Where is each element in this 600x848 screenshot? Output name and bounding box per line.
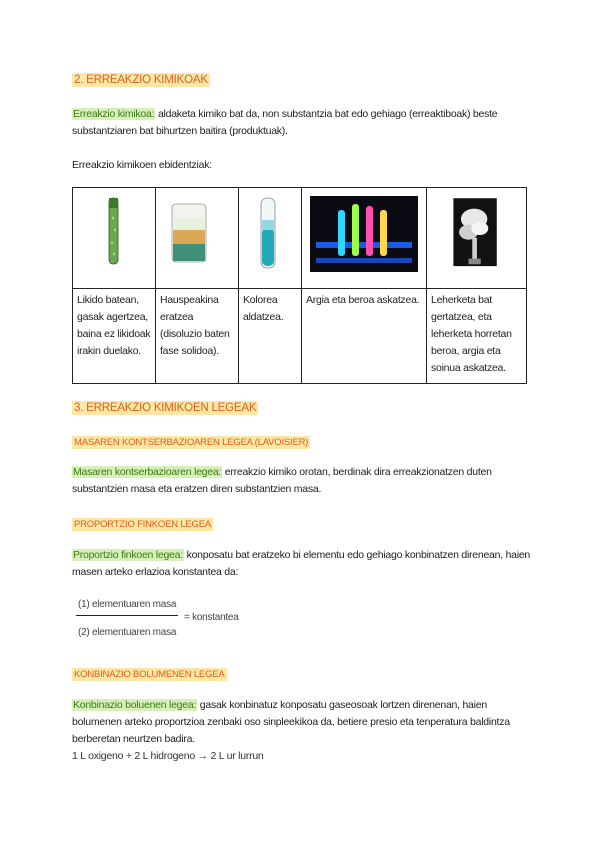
section-heading-text: 2. ERREAKZIO KIMIKOAK	[74, 74, 208, 86]
law-title-text: KONBINAZIO BOLUMENEN LEGEA	[74, 669, 225, 680]
section-heading-text: 3. ERREAKZIO KIMIKOEN LEGEAK	[74, 402, 257, 414]
law-title-konbinazio-bolumenen	[72, 666, 227, 683]
green-bubbling-tube-icon	[73, 188, 155, 282]
definition-text: aldaketa kimiko bat da, non substantzia bat edo gehiago (erreaktiboak) beste substantziaren bat bihurtzen baitira (produktuak).	[72, 108, 498, 137]
definition-term: Erreakzio kimikoa:	[73, 108, 155, 120]
fraction-numerator: (1) elementuaren masa	[78, 599, 177, 610]
fraction-formula	[74, 596, 254, 642]
evidence-table	[72, 187, 527, 384]
law-title-text: PROPORTZIO FINKOEN LEGEA	[74, 519, 212, 530]
evidence-image-cell-3	[239, 188, 302, 289]
law2-text: konposatu bat eratzeko bi elementu edo gehiago konbinatzen direnean, haien masen arteko erlazioa konstantea da:	[72, 549, 531, 578]
law-title-proportzio-finkoen	[72, 516, 213, 533]
evidence-image-cell-2	[156, 188, 239, 289]
fraction-denominator: (2) elementuaren masa	[78, 627, 177, 638]
glowing-tubes-icon	[302, 188, 426, 282]
law1-term: Masaren kontserbazioaren legea:	[73, 466, 222, 478]
volume-equation: 1 L oxigeno + 2 L hidrogeno → 2 L ur lurrun	[72, 750, 264, 762]
law-title-lavoisier	[72, 434, 310, 451]
explosion-smoke-icon	[427, 188, 526, 282]
law2-term: Proportzio finkoen legea:	[73, 549, 183, 561]
evidence-text-row	[73, 289, 527, 384]
evidence-text-cell-5: Leherketa bat gertatzea, eta leherketa horretan beroa, argia eta soinua askatzea.	[427, 289, 527, 384]
evidence-image-cell-1	[73, 188, 156, 289]
evidence-text-cell-2: Hauspeakina eratzea (disoluzio baten fase solidoa).	[156, 289, 239, 384]
law1-paragraph	[72, 464, 532, 498]
section-heading-erreakzio-kimikoak	[72, 72, 210, 89]
law-title-text: MASAREN KONTSERBAZIOAREN LEGEA (LAVOISIER)	[74, 437, 309, 448]
law3-paragraph	[72, 697, 532, 748]
evidence-text-cell-3: Kolorea aldatzea.	[239, 289, 302, 384]
definition-paragraph	[72, 106, 532, 140]
law3-term: Konbinazio boluenen legea:	[73, 699, 197, 711]
evidence-text-cell-4: Argia eta beroa askatzea.	[302, 289, 427, 384]
fraction-line	[76, 615, 178, 616]
fraction-result: = konstantea	[184, 612, 239, 623]
section-heading-legeak	[72, 400, 258, 417]
evidence-image-row	[73, 188, 527, 289]
law3-text: gasak konbinatuz konposatu gaseosoak lortzen direnenan, haien bolumenen arteko proportzioa zenbaki oso sinpleekikoa da, betiere presio eta tenperatura baldintza berberetan neurtzen badira.	[72, 699, 510, 745]
evidence-intro: Erreakzio kimikoen ebidentziak:	[72, 159, 212, 171]
law2-paragraph	[72, 547, 532, 581]
color-change-tube-icon	[239, 188, 301, 282]
evidence-image-cell-4	[302, 188, 427, 289]
precipitate-tube-icon	[156, 188, 238, 282]
evidence-text-cell-1: Likido batean, gasak agertzea, baina ez likidoak irakin duelako.	[73, 289, 156, 384]
evidence-image-cell-5	[427, 188, 527, 289]
law1-text: erreakzio kimiko orotan, berdinak dira erreakzionatzen duten substantzien masa eta eratzen diren substantzien masa.	[72, 466, 492, 495]
